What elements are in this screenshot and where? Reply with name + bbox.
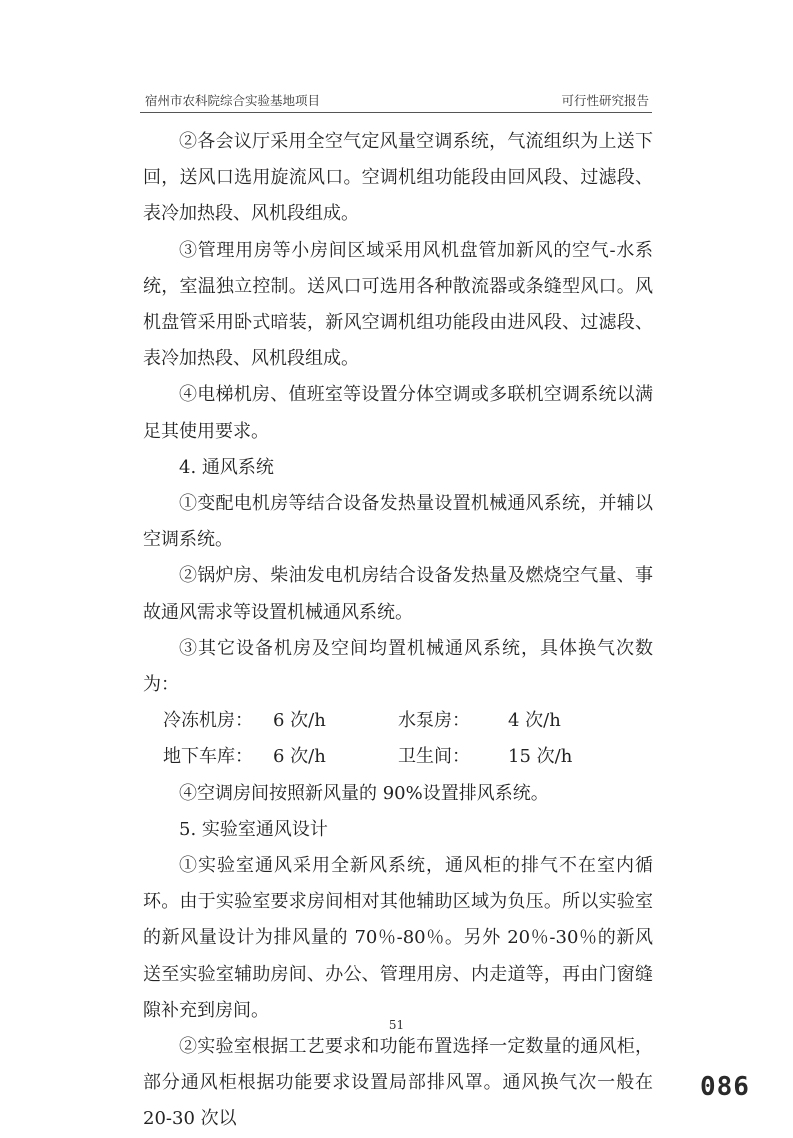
rate-item	[398, 703, 633, 739]
air-change-rate-row	[143, 739, 653, 775]
paragraph-equipment-ventilation: ③其它设备机房及空间均置机械通风系统，具体换气次数为：	[143, 637, 653, 696]
rate-value: 4 次/h	[508, 710, 561, 732]
paragraph-boiler-ventilation: ②锅炉房、柴油发电机房结合设备发热量及燃烧空气量、事故通风需求等设置机械通风系统。	[143, 565, 653, 623]
paragraph-exhaust-system: ④空调房间按照新风量的 90%设置排风系统。	[179, 782, 549, 804]
rate-value: 6 次/h	[273, 746, 326, 768]
paragraph-lab-fresh-air: ①实验室通风采用全新风系统，通风柜的排气不在室内循环。由于实验室要求房间相对其他辅助区域为负压。所以实验室的新风量设计为排风量的 70％-80％。另外 20％-30％的新风送至实验室辅助房间、办公、管理用房、内走道等，再由门窗缝隙补充到房间。	[143, 855, 653, 1021]
document-body	[143, 124, 653, 1138]
page-number: 51	[388, 1018, 405, 1032]
paragraph-meeting-hall-ac: ②各会议厅采用全空气定风量空调系统，气流组织为上送下回，送风口选用旋流风口。空调机组功能段由回风段、过滤段、表冷加热段、风机段组成。	[143, 131, 653, 225]
report-title: 可行性研究报告	[561, 93, 649, 108]
paragraph-elevator-room-ac: ④电梯机房、值班室等设置分体空调或多联机空调系统以满足其使用要求。	[143, 384, 653, 442]
rate-item	[163, 703, 398, 739]
rate-item	[398, 739, 633, 775]
paragraph-substation-ventilation: ①变配电机房等结合设备发热量设置机械通风系统，并辅以空调系统。	[143, 493, 653, 551]
rate-value: 15 次/h	[508, 746, 573, 768]
project-title: 宿州市农科院综合实验基地项目	[145, 93, 321, 108]
rate-room-name: 水泵房：	[398, 710, 470, 732]
section-heading-ventilation: 4. 通风系统	[179, 456, 274, 478]
stamped-page-number: 086	[700, 1072, 750, 1102]
rate-room-name: 冷冻机房：	[163, 710, 253, 732]
rate-value: 6 次/h	[273, 710, 326, 732]
air-change-rate-row	[143, 703, 653, 739]
section-heading-lab-ventilation: 5. 实验室通风设计	[179, 818, 328, 840]
paragraph-small-rooms-ac: ③管理用房等小房间区域采用风机盘管加新风的空气-水系统，室温独立控制。送风口可选用各种散流器或条缝型风口。风机盘管采用卧式暗装，新风空调机组功能段由进风段、过滤段、表冷加热段、风机段组成。	[143, 239, 653, 370]
header-divider	[140, 112, 652, 113]
rate-room-name: 地下车库：	[163, 746, 253, 768]
rate-room-name: 卫生间：	[398, 746, 470, 768]
paragraph-fume-hoods: ②实验室根据工艺要求和功能布置选择一定数量的通风柜，部分通风柜根据功能要求设置局部排风罩。通风换气次一般在 20-30 次以	[143, 1036, 653, 1130]
page-header	[145, 91, 649, 111]
rate-item	[163, 739, 398, 775]
